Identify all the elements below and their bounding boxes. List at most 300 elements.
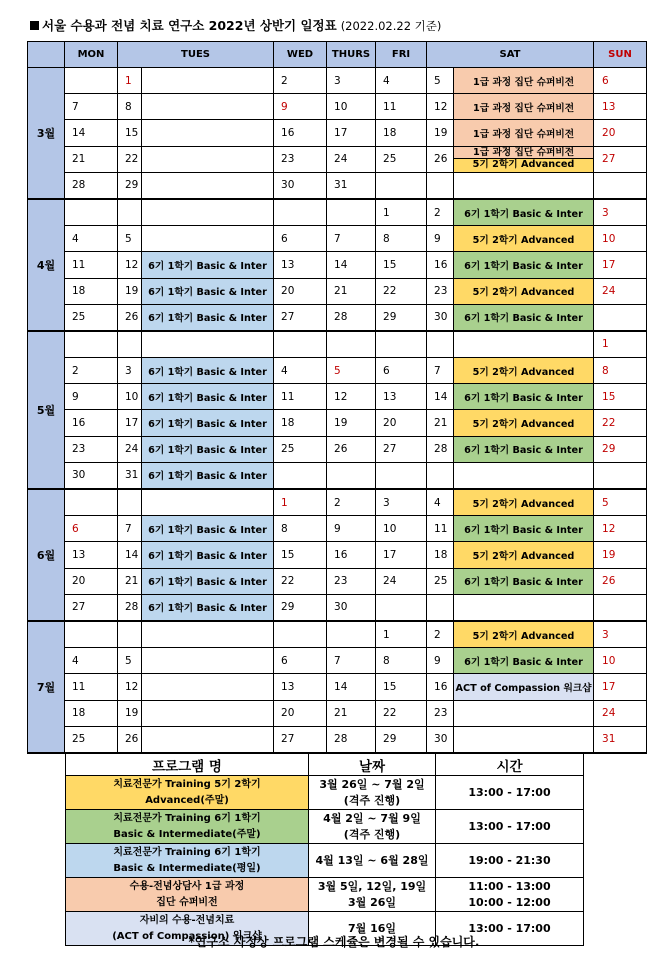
day-wed: 27 — [274, 304, 327, 331]
day-mon: 27 — [65, 594, 118, 621]
program-time-line1: 13:00 - 17:00 — [468, 785, 551, 799]
day-fri — [376, 331, 427, 358]
program-name-line1: 수용-전념상담사 1급 과정 — [129, 880, 245, 892]
day-mon: 11 — [65, 252, 118, 278]
header-sat: SAT — [427, 42, 594, 68]
day-sat: 19 — [427, 120, 454, 146]
day-sat: 4 — [427, 489, 454, 516]
calendar-week-row — [28, 568, 647, 594]
day-fri: 27 — [376, 436, 427, 462]
program-date-line1: 3월 5일, 12일, 19일 — [317, 879, 427, 893]
day-thu: 3 — [327, 68, 376, 94]
day-sat: 14 — [427, 384, 454, 410]
day-sat: 9 — [427, 648, 454, 674]
calendar-week-row — [28, 199, 647, 226]
day-fri: 1 — [376, 199, 427, 226]
program-name-line1: 자비의 수용-전념치료 — [139, 914, 235, 926]
day-sat: 18 — [427, 542, 454, 568]
tue-event — [142, 146, 274, 172]
day-mon: 4 — [65, 648, 118, 674]
program-date-line1: 4월 2일 ~ 7월 9일 — [323, 811, 421, 825]
program-name-line2: Basic & Intermediate(주말) — [113, 828, 261, 840]
day-wed: 9 — [274, 94, 327, 120]
day-fri: 13 — [376, 384, 427, 410]
tue-event: 6기 1학기 Basic & Inter — [142, 304, 274, 331]
day-thu — [327, 621, 376, 648]
day-mon — [65, 199, 118, 226]
day-fri — [376, 172, 427, 199]
day-fri: 3 — [376, 489, 427, 516]
day-sun: 20 — [594, 120, 647, 146]
day-wed: 8 — [274, 516, 327, 542]
sat-event — [454, 462, 594, 489]
day-wed — [274, 621, 327, 648]
day-tue: 26 — [118, 304, 142, 331]
day-thu: 21 — [327, 700, 376, 726]
day-sat: 16 — [427, 252, 454, 278]
schedule-change-note: *연구소 사정상 프로그램 스케쥴은 변경될 수 있습니다. — [188, 935, 480, 949]
program-row — [66, 776, 584, 810]
day-tue: 12 — [118, 674, 142, 700]
program-name-line2: Advanced(주말) — [145, 794, 229, 806]
day-thu — [327, 462, 376, 489]
day-tue: 19 — [118, 278, 142, 304]
day-sun: 19 — [594, 542, 647, 568]
calendar-week-row — [28, 358, 647, 384]
day-wed: 29 — [274, 594, 327, 621]
day-sat: 25 — [427, 568, 454, 594]
day-sat — [427, 331, 454, 358]
header-wed: WED — [274, 42, 327, 68]
sat-event: 6기 1학기 Basic & Inter — [454, 384, 594, 410]
month-label: 4월 — [28, 199, 65, 331]
day-thu: 17 — [327, 120, 376, 146]
sat-event: 6기 1학기 Basic & Inter — [454, 516, 594, 542]
calendar-week-row — [28, 120, 647, 146]
day-fri: 17 — [376, 542, 427, 568]
day-fri: 15 — [376, 674, 427, 700]
program-name-line2: (ACT of Compassion) 워크샵 — [112, 930, 262, 942]
day-tue: 26 — [118, 726, 142, 753]
sat-event: 1급 과정 집단 슈퍼비전 — [454, 94, 594, 120]
day-mon — [65, 68, 118, 94]
header-blank — [28, 42, 65, 68]
program-date-line2: (격주 진행) — [343, 827, 401, 841]
day-thu: 30 — [327, 594, 376, 621]
calendar-week-row — [28, 542, 647, 568]
sat-event: 6기 1학기 Basic & Inter — [454, 648, 594, 674]
program-name-line2: Basic & Intermediate(평일) — [113, 862, 261, 874]
day-sun: 10 — [594, 648, 647, 674]
program-name-cell — [66, 844, 309, 878]
day-fri: 29 — [376, 726, 427, 753]
tue-event — [142, 172, 274, 199]
day-wed: 4 — [274, 358, 327, 384]
tue-event — [142, 120, 274, 146]
month-label: 3월 — [28, 68, 65, 199]
program-name-cell — [66, 810, 309, 844]
sat-event: 5기 2학기 Advanced — [454, 158, 593, 172]
day-sat — [427, 594, 454, 621]
day-fri: 24 — [376, 568, 427, 594]
day-tue: 31 — [118, 462, 142, 489]
day-sun — [594, 594, 647, 621]
day-thu — [327, 331, 376, 358]
day-wed: 6 — [274, 648, 327, 674]
program-time-cell — [436, 844, 584, 878]
day-mon: 2 — [65, 358, 118, 384]
tue-event — [142, 674, 274, 700]
day-fri: 4 — [376, 68, 427, 94]
program-date-line1: 3월 26일 ~ 7월 2일 — [319, 777, 425, 791]
day-tue: 17 — [118, 410, 142, 436]
day-mon: 30 — [65, 462, 118, 489]
day-fri: 22 — [376, 700, 427, 726]
day-sat — [427, 172, 454, 199]
calendar-week-row — [28, 700, 647, 726]
tue-event: 6기 1학기 Basic & Inter — [142, 436, 274, 462]
day-sun: 10 — [594, 226, 647, 252]
sat-event: 6기 1학기 Basic & Inter — [454, 436, 594, 462]
program-name-line2: 집단 슈퍼비전 — [156, 896, 218, 908]
sat-event: 5기 2학기 Advanced — [454, 278, 594, 304]
day-tue: 22 — [118, 146, 142, 172]
program-name-cell — [66, 878, 309, 912]
program-date-line2: 3월 26일 — [347, 895, 397, 909]
day-fri: 20 — [376, 410, 427, 436]
day-sat: 9 — [427, 226, 454, 252]
program-date-header: 날짜 — [309, 754, 436, 776]
header-sun: SUN — [594, 42, 647, 68]
calendar-week-row — [28, 146, 647, 172]
day-sun — [594, 304, 647, 331]
program-time-line1: 13:00 - 17:00 — [468, 921, 551, 935]
day-tue: 14 — [118, 542, 142, 568]
day-tue: 5 — [118, 648, 142, 674]
program-name-cell — [66, 776, 309, 810]
day-thu: 19 — [327, 410, 376, 436]
sat-event-split — [454, 146, 594, 172]
day-thu: 26 — [327, 436, 376, 462]
day-sun: 27 — [594, 146, 647, 172]
day-fri: 6 — [376, 358, 427, 384]
day-tue: 12 — [118, 252, 142, 278]
sat-event: 6기 1학기 Basic & Inter — [454, 252, 594, 278]
sat-event — [454, 172, 594, 199]
program-date-cell — [309, 810, 436, 844]
day-sun — [594, 462, 647, 489]
program-date-line1: 7월 16일 — [347, 921, 397, 935]
page-title — [30, 14, 441, 38]
day-sat: 30 — [427, 726, 454, 753]
day-sun: 22 — [594, 410, 647, 436]
calendar-body — [28, 68, 647, 753]
header-mon: MON — [65, 42, 118, 68]
day-thu: 12 — [327, 384, 376, 410]
day-wed: 20 — [274, 700, 327, 726]
sat-event — [454, 726, 594, 753]
tue-event — [142, 199, 274, 226]
day-sun: 6 — [594, 68, 647, 94]
calendar-week-row — [28, 648, 647, 674]
day-thu — [327, 199, 376, 226]
day-mon: 18 — [65, 700, 118, 726]
day-sun: 29 — [594, 436, 647, 462]
day-mon: 25 — [65, 304, 118, 331]
program-row — [66, 844, 584, 878]
day-sun — [594, 172, 647, 199]
program-date-cell — [309, 776, 436, 810]
program-time-line1: 19:00 - 21:30 — [468, 853, 551, 867]
day-thu: 9 — [327, 516, 376, 542]
tue-event — [142, 226, 274, 252]
day-wed: 6 — [274, 226, 327, 252]
day-wed: 22 — [274, 568, 327, 594]
day-sun: 3 — [594, 199, 647, 226]
program-row — [66, 878, 584, 912]
day-sun: 3 — [594, 621, 647, 648]
day-sun: 1 — [594, 331, 647, 358]
header-fri: FRI — [376, 42, 427, 68]
tue-event: 6기 1학기 Basic & Inter — [142, 252, 274, 278]
day-fri — [376, 462, 427, 489]
tue-event: 6기 1학기 Basic & Inter — [142, 516, 274, 542]
calendar-week-row — [28, 172, 647, 199]
program-time-line2: 10:00 - 12:00 — [468, 895, 551, 909]
program-name-line1: 치료전문가 Training 6기 1학기 — [113, 812, 261, 824]
calendar-week-row — [28, 621, 647, 648]
calendar-week-row — [28, 674, 647, 700]
day-fri: 10 — [376, 516, 427, 542]
program-date-line2: (격주 진행) — [343, 793, 401, 807]
month-label: 5월 — [28, 331, 65, 489]
day-tue: 10 — [118, 384, 142, 410]
day-sun: 15 — [594, 384, 647, 410]
day-sun: 13 — [594, 94, 647, 120]
calendar-week-row — [28, 278, 647, 304]
day-sat: 5 — [427, 68, 454, 94]
sat-event: 6기 1학기 Basic & Inter — [454, 568, 594, 594]
program-date-line1: 4월 13일 ~ 6월 28일 — [315, 853, 429, 867]
day-mon — [65, 331, 118, 358]
day-tue: 24 — [118, 436, 142, 462]
day-thu: 31 — [327, 172, 376, 199]
sat-event: 6기 1학기 Basic & Inter — [454, 304, 594, 331]
day-mon — [65, 489, 118, 516]
day-sat: 7 — [427, 358, 454, 384]
program-time-cell — [436, 878, 584, 912]
day-sun: 31 — [594, 726, 647, 753]
day-fri: 1 — [376, 621, 427, 648]
day-mon: 14 — [65, 120, 118, 146]
header-tue: TUES — [118, 42, 274, 68]
day-fri: 15 — [376, 252, 427, 278]
calendar-week-row — [28, 489, 647, 516]
program-table — [65, 753, 584, 946]
calendar-week-row — [28, 594, 647, 621]
day-tue: 5 — [118, 226, 142, 252]
program-header-row — [66, 754, 584, 776]
tue-event — [142, 700, 274, 726]
day-wed: 2 — [274, 68, 327, 94]
schedule-calendar — [27, 41, 647, 754]
tue-event — [142, 489, 274, 516]
day-sat: 23 — [427, 278, 454, 304]
calendar-week-row — [28, 384, 647, 410]
day-sat: 28 — [427, 436, 454, 462]
sat-event: 1급 과정 집단 슈퍼비전 — [454, 120, 594, 146]
day-mon: 11 — [65, 674, 118, 700]
day-tue: 8 — [118, 94, 142, 120]
day-mon: 4 — [65, 226, 118, 252]
day-fri: 8 — [376, 648, 427, 674]
day-sat: 30 — [427, 304, 454, 331]
day-wed: 25 — [274, 436, 327, 462]
day-sat: 16 — [427, 674, 454, 700]
tue-event — [142, 648, 274, 674]
calendar-week-row — [28, 331, 647, 358]
sat-event: 1급 과정 집단 슈퍼비전 — [454, 147, 593, 159]
day-thu: 14 — [327, 674, 376, 700]
day-thu: 5 — [327, 358, 376, 384]
day-wed: 11 — [274, 384, 327, 410]
calendar-week-row — [28, 410, 647, 436]
calendar-week-row — [28, 226, 647, 252]
tue-event: 6기 1학기 Basic & Inter — [142, 542, 274, 568]
day-wed: 23 — [274, 146, 327, 172]
day-sun: 8 — [594, 358, 647, 384]
day-mon: 25 — [65, 726, 118, 753]
tue-event — [142, 68, 274, 94]
day-sat: 26 — [427, 146, 454, 172]
day-fri: 29 — [376, 304, 427, 331]
day-tue: 3 — [118, 358, 142, 384]
day-tue — [118, 621, 142, 648]
day-mon: 18 — [65, 278, 118, 304]
day-fri: 18 — [376, 120, 427, 146]
day-thu: 10 — [327, 94, 376, 120]
calendar-week-row — [28, 436, 647, 462]
day-thu: 21 — [327, 278, 376, 304]
day-sat: 23 — [427, 700, 454, 726]
header-thu: THURS — [327, 42, 376, 68]
sat-event — [454, 700, 594, 726]
program-date-cell — [309, 878, 436, 912]
day-sun: 24 — [594, 278, 647, 304]
tue-event: 6기 1학기 Basic & Inter — [142, 594, 274, 621]
day-mon: 9 — [65, 384, 118, 410]
tue-event — [142, 621, 274, 648]
day-wed — [274, 462, 327, 489]
day-sun: 24 — [594, 700, 647, 726]
day-sat: 12 — [427, 94, 454, 120]
day-thu: 28 — [327, 726, 376, 753]
program-time-line1: 13:00 - 17:00 — [468, 819, 551, 833]
day-thu: 23 — [327, 568, 376, 594]
program-time-cell — [436, 810, 584, 844]
day-wed: 18 — [274, 410, 327, 436]
day-fri: 22 — [376, 278, 427, 304]
day-tue — [118, 331, 142, 358]
day-fri: 11 — [376, 94, 427, 120]
tue-event: 6기 1학기 Basic & Inter — [142, 358, 274, 384]
day-thu: 7 — [327, 226, 376, 252]
square-bullet-icon — [30, 21, 39, 30]
tue-event: 6기 1학기 Basic & Inter — [142, 568, 274, 594]
tue-event — [142, 331, 274, 358]
day-sun: 12 — [594, 516, 647, 542]
day-mon: 13 — [65, 542, 118, 568]
day-wed: 20 — [274, 278, 327, 304]
day-tue: 28 — [118, 594, 142, 621]
day-thu: 16 — [327, 542, 376, 568]
day-mon — [65, 621, 118, 648]
day-tue: 21 — [118, 568, 142, 594]
sat-event: ACT of Compassion 워크샵 — [454, 674, 594, 700]
day-tue — [118, 199, 142, 226]
day-mon: 6 — [65, 516, 118, 542]
sat-event: 5기 2학기 Advanced — [454, 621, 594, 648]
calendar-week-row — [28, 726, 647, 753]
day-tue: 19 — [118, 700, 142, 726]
day-fri: 8 — [376, 226, 427, 252]
day-mon: 7 — [65, 94, 118, 120]
day-wed: 13 — [274, 252, 327, 278]
title-date: (2022.02.22 기준) — [340, 19, 442, 33]
day-mon: 20 — [65, 568, 118, 594]
day-thu: 7 — [327, 648, 376, 674]
program-time-line1: 11:00 - 13:00 — [468, 879, 551, 893]
day-mon: 23 — [65, 436, 118, 462]
sat-event: 5기 2학기 Advanced — [454, 489, 594, 516]
day-wed — [274, 331, 327, 358]
calendar-week-row — [28, 94, 647, 120]
month-label: 6월 — [28, 489, 65, 621]
day-tue: 15 — [118, 120, 142, 146]
day-sun: 17 — [594, 674, 647, 700]
calendar-week-row — [28, 516, 647, 542]
day-sat — [427, 462, 454, 489]
day-fri: 25 — [376, 146, 427, 172]
calendar-week-row — [28, 68, 647, 94]
program-time-cell — [436, 776, 584, 810]
day-sun: 5 — [594, 489, 647, 516]
day-wed — [274, 199, 327, 226]
tue-event: 6기 1학기 Basic & Inter — [142, 410, 274, 436]
program-row — [66, 810, 584, 844]
day-tue — [118, 489, 142, 516]
day-tue: 29 — [118, 172, 142, 199]
day-tue: 7 — [118, 516, 142, 542]
month-label: 7월 — [28, 621, 65, 753]
sat-event: 5기 2학기 Advanced — [454, 358, 594, 384]
tue-event: 6기 1학기 Basic & Inter — [142, 384, 274, 410]
day-tue: 1 — [118, 68, 142, 94]
tue-event: 6기 1학기 Basic & Inter — [142, 462, 274, 489]
sat-event: 1급 과정 집단 슈퍼비전 — [454, 68, 594, 94]
day-wed: 1 — [274, 489, 327, 516]
program-date-cell — [309, 844, 436, 878]
day-sat: 21 — [427, 410, 454, 436]
day-wed: 27 — [274, 726, 327, 753]
sat-event: 5기 2학기 Advanced — [454, 542, 594, 568]
program-name-line1: 치료전문가 Training 6기 1학기 — [113, 846, 261, 858]
program-time-header: 시간 — [436, 754, 584, 776]
sat-event — [454, 594, 594, 621]
day-sat: 2 — [427, 199, 454, 226]
calendar-week-row — [28, 462, 647, 489]
day-fri — [376, 594, 427, 621]
